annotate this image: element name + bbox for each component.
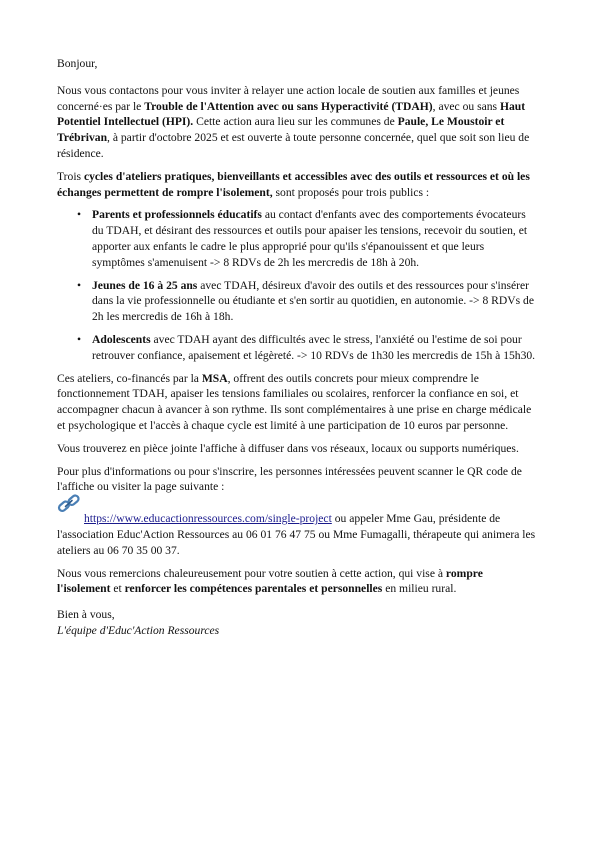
thanks-text-2: et	[110, 582, 125, 596]
cofinance-text-2: , offrent des outils concrets pour mieux comprendre le fonctionnement TDAH, apaiser les tensions familiales ou scolaires, renforcer la confiance en soi, et accompagner chacun à avancer à son rythme. Ils sont complémentaires à une prise en charge médicale et psychologique et l'accès à chaque cycle est limité à une participation de 10 euros par personne.	[57, 371, 532, 432]
bullet: •	[77, 278, 82, 292]
list-item-text: au contact d'enfants avec des comportements évocateurs du TDAH, et désirant des ressources et outils pour apaiser les tensions, recevoir du soutien, et apporter aux enfants le cadre le plus approprié pour qu'ils s'épanouissent et que leurs symptômes s'amenuisent -> 8 RDVs de 2h les mercredis de 18h à 20h.	[92, 208, 528, 269]
thanks-bold-1: rompre l'isolement	[57, 566, 483, 596]
intro-bold-communes: Paule, Le Moustoir et Trébrivan	[57, 115, 505, 145]
closing: Bien à vous,	[57, 608, 115, 622]
list-item	[77, 332, 538, 364]
list-item	[77, 207, 538, 270]
intro-text-1: Nous vous contactons pour vous inviter à relayer une action locale de soutien aux familles et jeunes concerné·es par le	[57, 83, 520, 113]
thanks-text-3: en milieu rural.	[382, 582, 457, 596]
list-item-text: avec TDAH, désireux d'avoir des outils et des ressources pour s'insérer dans la vie professionnelle ou étudiante et s'en sortir au quotidien, en autonomie. -> 8 RDVs de 2h les mercredis de 16h à 18h.	[92, 278, 535, 324]
more-info-paragraph: Pour plus d'informations ou pour s'inscrire, les personnes intéressées peuvent scanner le QR code de l'affiche ou visiter la page suivante :	[57, 464, 522, 494]
link-after-text: ou appeler Mme Gau, présidente de l'association Educ'Action Ressources au 06 01 76 47 75 ou Mme Fumagalli, thérapeute qui animera les ateliers au 06 70 35 00 37.	[57, 512, 536, 557]
cofinance-paragraph	[57, 371, 538, 434]
list-item	[77, 278, 538, 325]
intro-text-2: , avec ou sans	[432, 99, 500, 113]
thanks-text-1: Nous vous remercions chaleureusement pour votre soutien à cette action, qui vise à	[57, 566, 446, 580]
intro-bold-tdah: Trouble de l'Attention avec ou sans Hyperactivité (TDAH)	[144, 99, 433, 113]
intro-bold-hpi: Haut Potentiel Intellectuel (HPI).	[57, 99, 526, 129]
list-item-title: Adolescents	[92, 332, 151, 346]
signature: L'équipe d'Educ'Action Ressources	[57, 623, 220, 637]
bullet: •	[77, 208, 82, 222]
cycles-text-2: sont proposés pour trois publics :	[272, 185, 430, 199]
cycles-text-1: Trois	[57, 169, 84, 183]
publics-list	[57, 207, 538, 363]
intro-text-3: Cette action aura lieu sur les communes de	[193, 115, 398, 129]
cofinance-bold-msa: MSA	[201, 371, 228, 385]
greeting: Bonjour,	[57, 57, 98, 70]
link-chain-icon[interactable]	[57, 493, 81, 515]
intro-paragraph	[57, 83, 538, 162]
list-item-title: Jeunes de 16 à 25 ans	[92, 278, 198, 292]
cycles-paragraph	[57, 169, 538, 201]
poster-note: Vous trouverez en pièce jointe l'affiche à diffuser dans vos réseaux, locaux ou supports numériques.	[57, 441, 519, 455]
list-item-text: avec TDAH ayant des difficultés avec le stress, l'anxiété ou l'estime de soi pour retrouver confiance, apaisement et légèreté. -> 10 RDVs de 1h30 les mercredis de 15h à 15h30.	[92, 332, 536, 362]
cofinance-text-1: Ces ateliers, co-financés par la	[57, 371, 202, 385]
project-link[interactable]: https://www.educactionressources.com/single-project	[84, 512, 332, 526]
thanks-bold-2: renforcer les compétences parentales et personnelles	[124, 582, 383, 596]
cycles-bold: cycles d'ateliers pratiques, bienveillants et accessibles avec des outils et ressources et où les échanges permettent de rompre l'isolement,	[57, 169, 530, 199]
link-paragraph	[57, 502, 538, 558]
thanks-paragraph	[57, 566, 538, 598]
intro-text-4: , à partir d'octobre 2025 et est ouverte à toute personne concernée, quel que soit son lieu de résidence.	[57, 131, 530, 160]
bullet: •	[77, 332, 82, 346]
list-item-title: Parents et professionnels éducatifs	[92, 208, 262, 222]
